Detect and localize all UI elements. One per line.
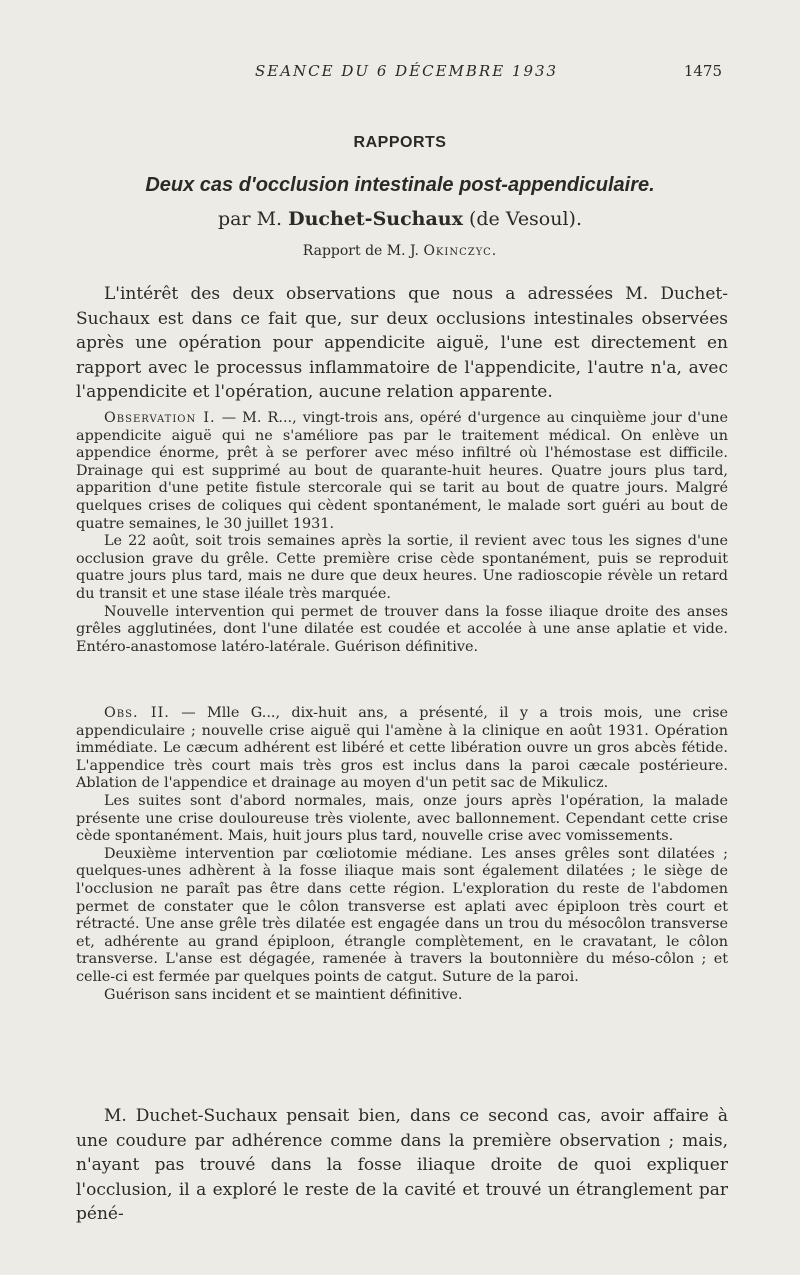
running-head: SEANCE DU 6 DÉCEMBRE 1933	[255, 62, 559, 80]
page-header	[0, 62, 800, 84]
observation-1	[76, 410, 728, 656]
byline	[0, 208, 800, 230]
obs1-text-1: — M. R..., vingt-trois ans, opéré d'urgence au cinquième jour d'une appendicite aiguë qui ne s'améliore pas par le traitement médical. On enlève un appendice énorme, prêt à se perforer avec méso infiltré où l'hémostase est difficile. Drainage qui est supprimé au bout de quarante-huit heures. Quatre jours plus tard, apparition d'une petite fistule stercorale qui se tarit au bout de quatre jours. Malgré quelques crises de coliques qui cèdent spontanément, le malade sort guéri au bout de quatre semaines, le 30 juillet 1931.	[76, 410, 729, 532]
obs1-paragraph-1	[76, 410, 728, 533]
article-title: Deux cas d'occlusion intestinale post-appendiculaire.	[145, 174, 655, 196]
intro-text: L'intérêt des deux observations que nous a adressées M. Duchet-Suchaux est dans ce fait que, sur deux occlusions intestinales observées après une opération pour appendicite aiguë, l'une est directement en rapport avec le processus inflammatoire de l'appendicite, l'autre n'a, avec l'appendicite et l'opération, aucune relation apparente.	[76, 284, 728, 402]
obs1-paragraph-3: Nouvelle intervention qui permet de trouver dans la fosse iliaque droite des anses grêles agglutinées, dont l'une dilatée est coudée et accolée à une anse aplatie et vide. Entéro-anastomose latéro-latérale. Guérison définitive.	[76, 603, 728, 655]
byline-suffix: (de Vesoul).	[462, 208, 583, 230]
author-name: Duchet-Suchaux	[288, 208, 463, 230]
conclusion-paragraph	[76, 1104, 728, 1227]
obs2-text-1: — Mlle G..., dix-huit ans, a présenté, il y a trois mois, une crise appendiculaire ; nouvelle crise aiguë qui l'amène à la clinique en août 1931. Opération immédiate. Le cæcum adhérent est libéré et cette libération ouvre un gros abcès fétide. L'appendice très court mais très gros est inclus dans la paroi cæcale postérieure. Ablation de l'appendice et drainage au moyen d'un petit sac de Mikulicz.	[76, 705, 729, 792]
reporter-name: Okinczyc.	[423, 243, 498, 259]
obs2-lead: Obs. II.	[104, 705, 170, 721]
obs2-paragraph-4: Guérison sans incident et se maintient définitive.	[104, 986, 463, 1003]
obs2-paragraph-1	[76, 705, 728, 793]
byline-prefix: par M.	[217, 208, 289, 230]
obs2-paragraph-3: Deuxième intervention par cœliotomie médiane. Les anses grêles sont dilatées ; quelques-unes adhèrent à la fosse iliaque mais sont également dilatées ; le siège de l'occlusion ne paraît pas être dans cette région. L'exploration du reste de l'abdomen permet de constater que le côlon transverse est aplati avec épiploon très court et rétracté. Une anse grêle très dilatée est engagée dans un trou du mésocôlon transverse et, adhérente au grand épiploon, étrangle complètement, en le cravatant, le côlon transverse. L'anse est dégagée, ramenée à travers la boutonnière du méso-côlon ; et celle-ci est fermée par quelques points de catgut. Suture de la paroi.	[76, 845, 728, 985]
observation-2	[76, 705, 728, 1004]
conclusion-text: M. Duchet-Suchaux pensait bien, dans ce second cas, avoir affaire à une coudure par adhérence comme dans la première observation ; mais, n'ayant pas trouvé dans la fosse iliaque droite de quoi expliquer l'occlusion, il a exploré le reste de la cavité et trouvé un étranglement par péné-	[76, 1106, 728, 1224]
section-title: RAPPORTS	[353, 134, 447, 151]
intro-paragraph	[76, 282, 728, 405]
obs2-paragraph-2: Les suites sont d'abord normales, mais, onze jours après l'opération, la malade présente une crise douloureuse très violente, avec ballonnement. Cependant cette crise cède spontanément. Mais, huit jours plus tard, nouvelle crise avec vomissements.	[76, 792, 728, 845]
reporter-prefix: Rapport de M. J.	[302, 243, 424, 259]
obs1-lead: Observation I.	[104, 410, 216, 426]
obs1-paragraph-2: Le 22 août, soit trois semaines après la sortie, il revient avec tous les signes d'une occlusion grave du grêle. Cette première crise cède spontanément, puis se reproduit quatre jours plus tard, mais ne dure que deux heures. Une radioscopie révèle un retard du transit et une stase iléale très marquée.	[76, 533, 728, 602]
page-number: 1475	[683, 62, 722, 80]
reporter-line	[0, 243, 800, 259]
